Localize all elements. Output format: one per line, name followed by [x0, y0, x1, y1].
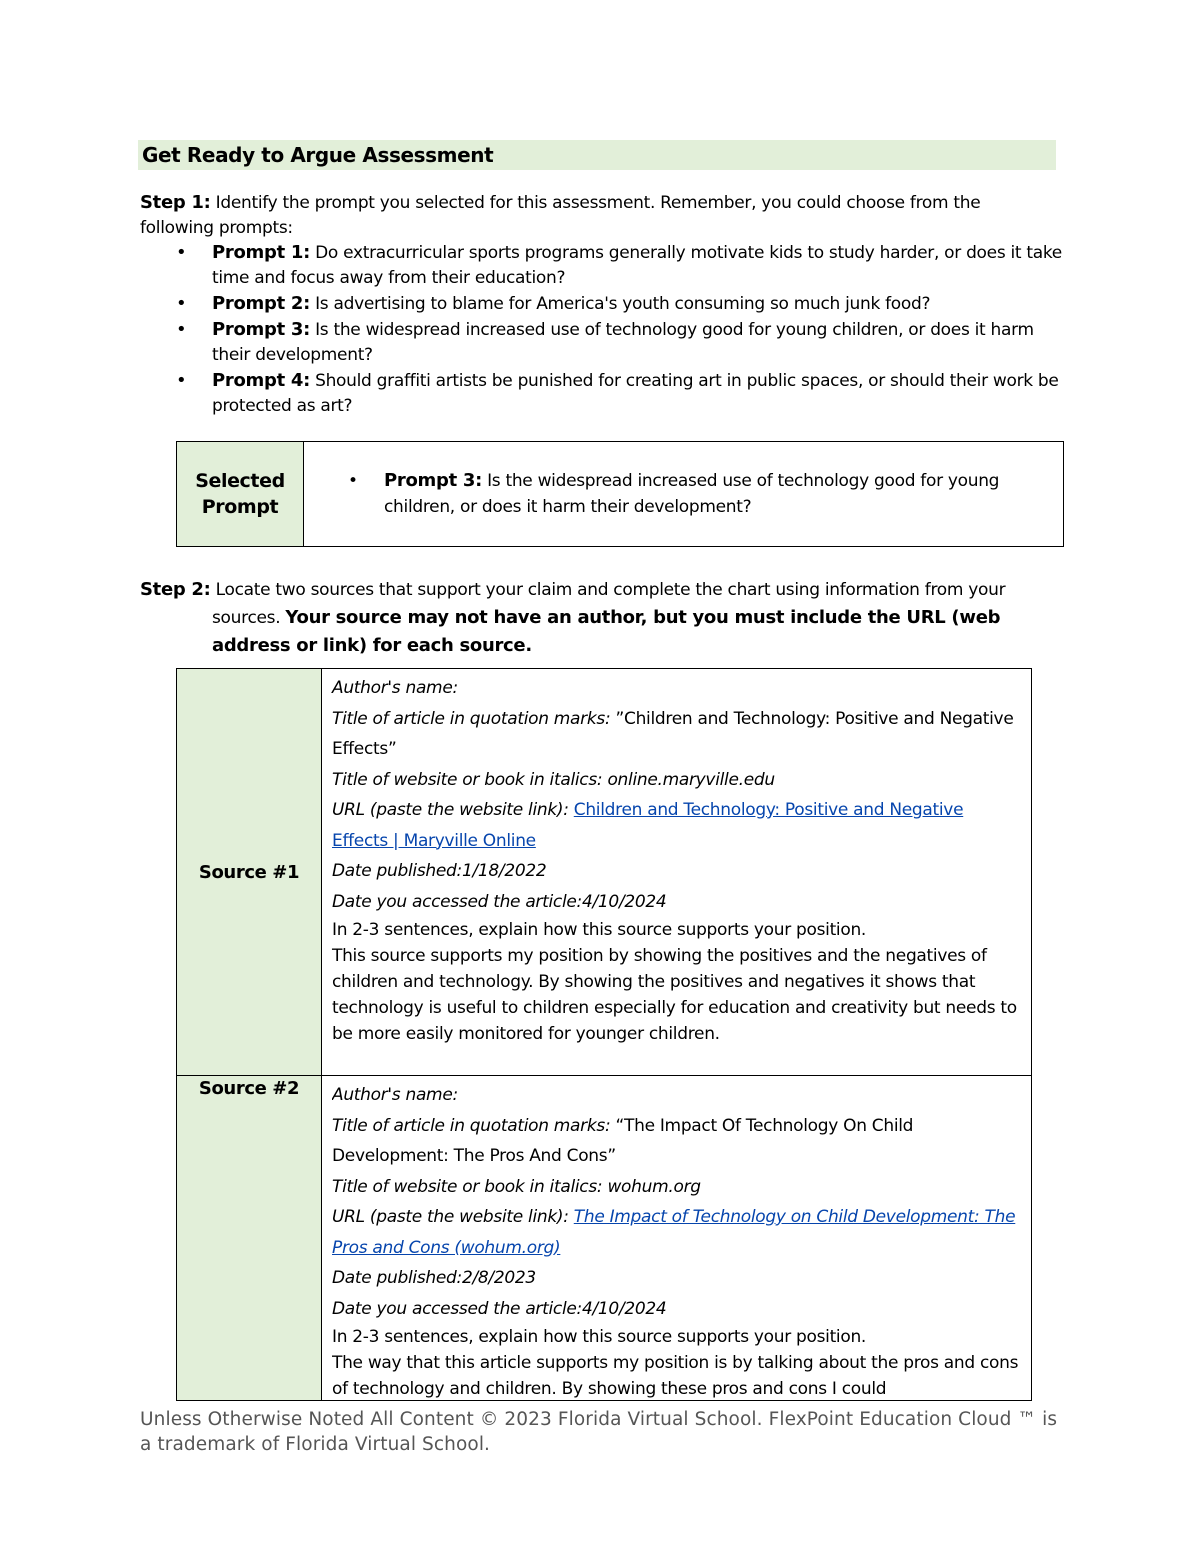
source-2-link[interactable]: The Impact of Technology on Child Development: The Pros and Cons (wohum.org): [332, 1207, 1016, 1258]
source-label: Source #2: [177, 1076, 322, 1401]
selected-prompt-cell[interactable]: [304, 442, 1064, 547]
accessed-field[interactable]: Date you accessed the article:4/10/2024: [332, 891, 667, 912]
url-field[interactable]: URL (paste the website link): Children and Technology: Positive and Negative Effects | Maryville Online: [332, 800, 964, 851]
step-2-label: Step 2:: [140, 579, 211, 600]
explain-label: In 2-3 sentences, explain how this source supports your position.: [332, 1327, 867, 1347]
selected-prompt-text: Is the widespread increased use of technology good for young children, or does it harm their development?: [384, 471, 1000, 517]
sources-table: [176, 668, 1032, 1401]
selected-prompt-number: Prompt 3:: [384, 470, 482, 491]
prompt-label: Prompt 3:: [212, 319, 310, 340]
prompt-text: Is advertising to blame for America's youth consuming so much junk food?: [309, 294, 931, 314]
table-row: [177, 669, 1032, 1076]
list-item: [168, 240, 1068, 291]
explain-label: In 2-3 sentences, explain how this source supports your position.: [332, 920, 867, 940]
website-field[interactable]: Title of website or book in italics: online.maryville.edu: [332, 769, 775, 790]
table-row: [177, 1076, 1032, 1401]
author-field[interactable]: Author's name:: [332, 678, 458, 698]
source-2-explanation[interactable]: The way that this article supports my position is by talking about the pros and cons of technology and children. By showing these pros and cons I could: [332, 1353, 1019, 1399]
selected-prompt-label: Selected Prompt: [177, 442, 304, 547]
source-1-cell[interactable]: [322, 669, 1032, 1076]
website-field[interactable]: Title of website or book in italics: wohum.org: [332, 1176, 701, 1197]
published-field[interactable]: Date published:1/18/2022: [332, 861, 547, 881]
step-2-text: Locate two sources that support your claim and complete the chart using information from your: [210, 580, 1006, 600]
prompt-label: Prompt 4:: [212, 370, 310, 391]
title-field[interactable]: Title of article in quotation marks: ”Children and Technology: Positive and Negative Effects”: [332, 708, 1014, 759]
source-2-cell[interactable]: [322, 1076, 1032, 1401]
source-label: Source #1: [177, 669, 322, 1076]
prompt-label: Prompt 2:: [212, 293, 310, 314]
list-item: [168, 368, 1068, 419]
step-2-bold-note: Your source may not have an author, but you must include the URL (web address or link) for each source.: [212, 607, 1001, 656]
step-1-text: Identify the prompt you selected for this assessment. Remember, you could choose from the following prompts:: [140, 193, 981, 238]
prompt-text: Do extracurricular sports programs generally motivate kids to study harder, or does it take time and focus away from their education?: [212, 243, 1062, 288]
prompt-label: Prompt 1:: [212, 242, 310, 263]
author-field[interactable]: Author's name:: [332, 1085, 458, 1105]
page-title: Get Ready to Argue Assessment: [138, 140, 1056, 170]
copyright-footer: Unless Otherwise Noted All Content © 2023 Florida Virtual School. FlexPoint Education Cloud ™ is a trademark of Florida Virtual School.: [140, 1409, 1058, 1455]
source-1-link[interactable]: Children and Technology: Positive and Negative Effects | Maryville Online: [332, 800, 964, 851]
step-2-instructions: [140, 576, 1050, 660]
list-item: [168, 291, 1068, 317]
prompt-text: Should graffiti artists be punished for creating art in public spaces, or should their work be protected as art?: [212, 371, 1059, 416]
source-1-explanation[interactable]: This source supports my position by showing the positives and the negatives of children and technology. By showing the positives and negatives it shows that technology is useful to children especially for education and creativity but needs to be more easily monitored for younger children.: [332, 946, 1017, 1044]
url-field[interactable]: URL (paste the website link): The Impact of Technology on Child Development: The Pros and Cons (wohum.org): [332, 1207, 1016, 1258]
title-field[interactable]: Title of article in quotation marks: “The Impact Of Technology On Child Development: The Pros And Cons”: [332, 1115, 914, 1166]
selected-prompt-item: [344, 468, 1044, 520]
step-2-text-cont: sources.: [212, 608, 286, 628]
prompt-list: [168, 240, 1068, 419]
selected-prompt-table: [176, 441, 1064, 547]
step-1-label: Step 1:: [140, 192, 211, 213]
prompt-text: Is the widespread increased use of technology good for young children, or does it harm their development?: [212, 320, 1034, 365]
published-field[interactable]: Date published:2/8/2023: [332, 1268, 536, 1288]
list-item: [168, 317, 1068, 368]
step-1-instructions: [140, 190, 1040, 241]
accessed-field[interactable]: Date you accessed the article:4/10/2024: [332, 1298, 667, 1319]
